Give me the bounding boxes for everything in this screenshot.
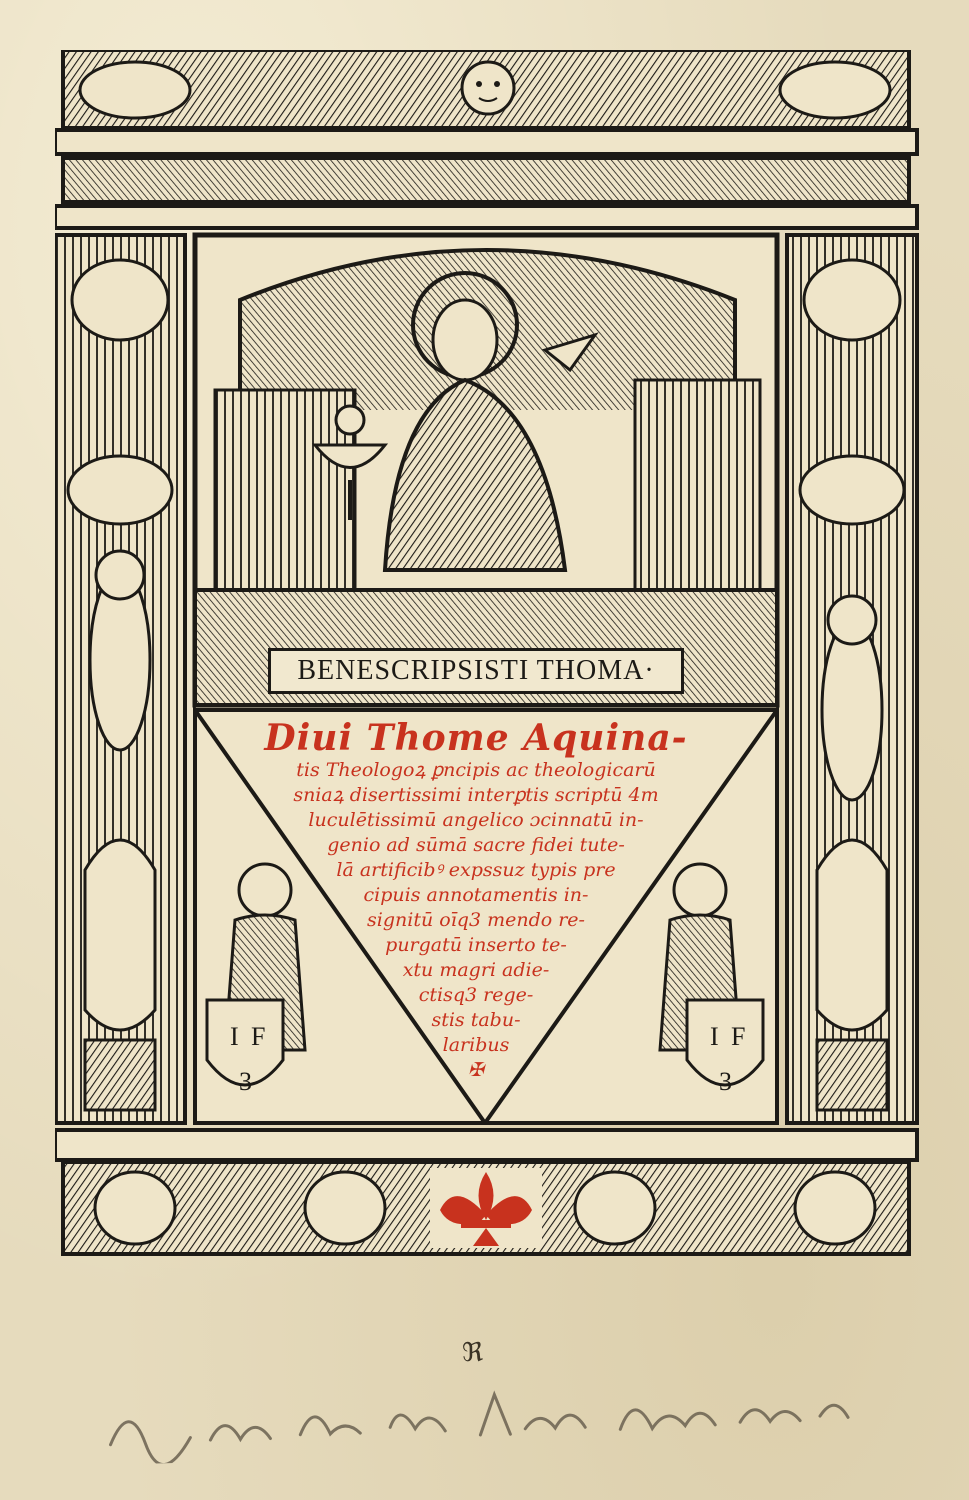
top-frieze	[55, 50, 917, 228]
title-line: tis Theologoꝝ ꝑncipis ac theologicarū	[296, 759, 656, 781]
putto-icon	[305, 1172, 385, 1244]
title-line: genio ad sūmā sacre fidei tute-	[327, 834, 625, 856]
title-line: purgatū inserto te-	[385, 934, 567, 956]
banner-plaque: BENESCRIPSISTI THOMA·	[268, 648, 684, 694]
title-line: cipuis annotamentis in-	[363, 884, 589, 906]
right-column	[787, 235, 917, 1123]
putto-icon	[575, 1172, 655, 1244]
title-line: luculētissimū angelico ɔcinnatū in-	[308, 809, 644, 831]
bottom-frieze	[55, 1130, 917, 1254]
title-line: sniaꝝ disertissimi interꝑtis scriptū 4m	[293, 784, 659, 806]
handwritten-inscription	[99, 1375, 861, 1465]
owner-mark: ℜ	[462, 1338, 484, 1368]
fleur-de-lis-icon	[430, 1168, 542, 1248]
title-text	[196, 718, 756, 1083]
shield-letter: F	[731, 1022, 746, 1051]
putto-icon	[95, 1172, 175, 1244]
putto-icon	[80, 62, 190, 118]
putto-icon	[780, 62, 890, 118]
shield-letter: 3	[719, 1067, 732, 1096]
left-column	[55, 235, 185, 1123]
title-line: Diui Thome Aquina-	[264, 717, 688, 759]
shield-letter: I	[230, 1022, 239, 1051]
title-line: ctisq3 rege-	[418, 984, 534, 1006]
title-line: signitū oīq3 mendo re-	[367, 909, 585, 931]
title-line: lā artificibꝰ expssuz typis pre	[336, 859, 616, 881]
title-line: xtu magri adie-	[402, 959, 550, 981]
cherub-face-icon	[462, 62, 514, 114]
shield-letter: 3	[239, 1067, 252, 1096]
putto-icon	[795, 1172, 875, 1244]
shield-letter: F	[251, 1022, 266, 1051]
title-line: laribus	[442, 1034, 510, 1056]
shield-letter: I	[710, 1022, 719, 1051]
saint-thomas-woodcut	[195, 235, 777, 705]
cross-mark: ✠	[468, 1059, 484, 1081]
title-line: stis tabu-	[431, 1009, 521, 1031]
putto-icon	[822, 620, 882, 800]
